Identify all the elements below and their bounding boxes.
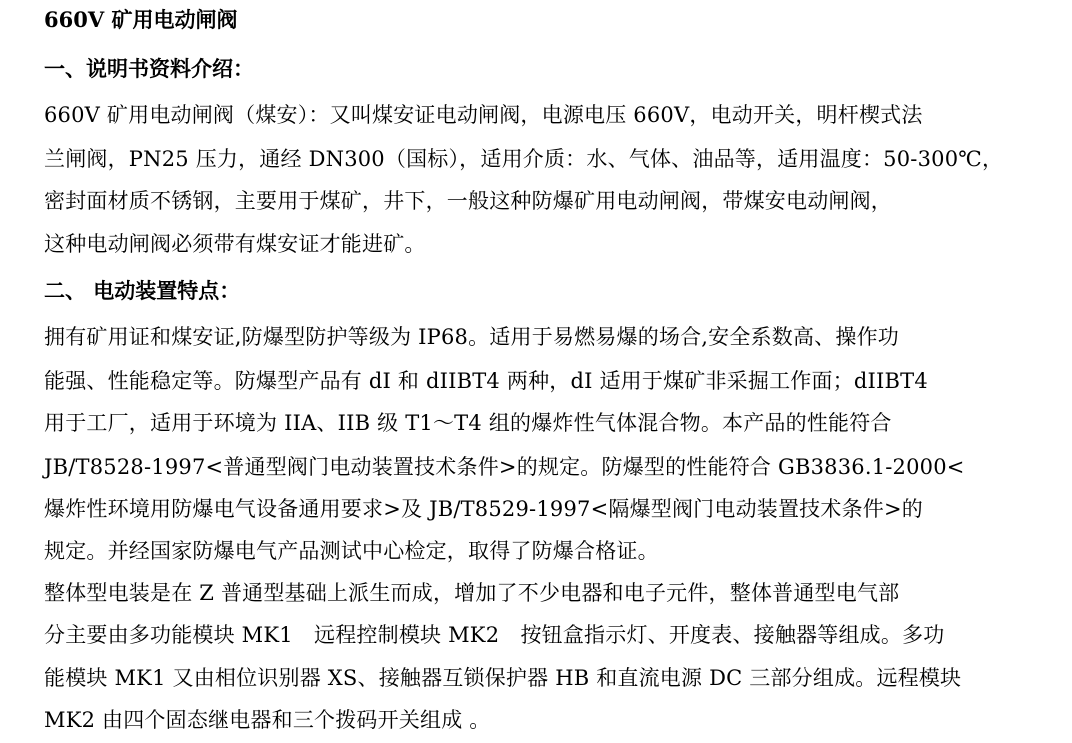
paragraph-line: 拥有矿用证和煤安证,防爆型防护等级为 IP68。适用于易燃易爆的场合,安全系数高、操作功	[44, 325, 899, 349]
paragraph-line: 整体型电装是在 Z 普通型基础上派生而成，增加了不少电器和电子元件，整体普通型电气部	[44, 581, 900, 605]
section-heading-features: 二、 电动装置特点：	[44, 278, 241, 303]
paragraph-line: 密封面材质不锈钢，主要用于煤矿，井下，一般这种防爆矿用电动闸阀，带煤安电动闸阀，	[44, 189, 892, 213]
paragraph-line: 分主要由多功能模块 MK1 远程控制模块 MK2 按钮盒指示灯、开度表、接触器等组成。多功	[44, 623, 945, 647]
paragraph-line: 能强、性能稳定等。防爆型产品有 dI 和 dIIBT4 两种，dI 适用于煤矿非采掘工作面；dIIBT4	[44, 369, 928, 393]
paragraph-line: 能模块 MK1 又由相位识别器 XS、接触器互锁保护器 HB 和直流电源 DC 三部分组成。远程模块	[44, 666, 962, 690]
paragraph-line: 规定。并经国家防爆电气产品测试中心检定，取得了防爆合格证。	[44, 539, 659, 563]
paragraph-line: 用于工厂，适用于环境为 IIA、IIB 级 T1～T4 组的爆炸性气体混合物。本产品的性能符合	[44, 411, 892, 435]
paragraph-line: 660V 矿用电动闸阀（煤安）：又叫煤安证电动闸阀，电源电压 660V，电动开关，明杆楔式法	[44, 103, 923, 127]
paragraph-line: 这种电动闸阀必须带有煤安证才能进矿。	[44, 232, 426, 256]
paragraph-line: 兰闸阀，PN25 压力，通经 DN300（国标），适用介质：水、气体、油品等，适用温度：50-300℃，	[44, 147, 1004, 171]
paragraph-line: 爆炸性环境用防爆电气设备通用要求>及 JB/T8529-1997<隔爆型阀门电动装置技术条件>的	[44, 497, 923, 521]
section-heading-intro: 一、说明书资料介绍：	[44, 56, 254, 81]
document-title: 660V 矿用电动闸阀	[44, 7, 238, 32]
paragraph-line: JB/T8528-1997<普通型阀门电动装置技术条件>的规定。防爆型的性能符合 GB3836.1-2000<	[44, 455, 965, 479]
paragraph-line: MK2 由四个固态继电器和三个拨码开关组成 。	[44, 708, 491, 732]
